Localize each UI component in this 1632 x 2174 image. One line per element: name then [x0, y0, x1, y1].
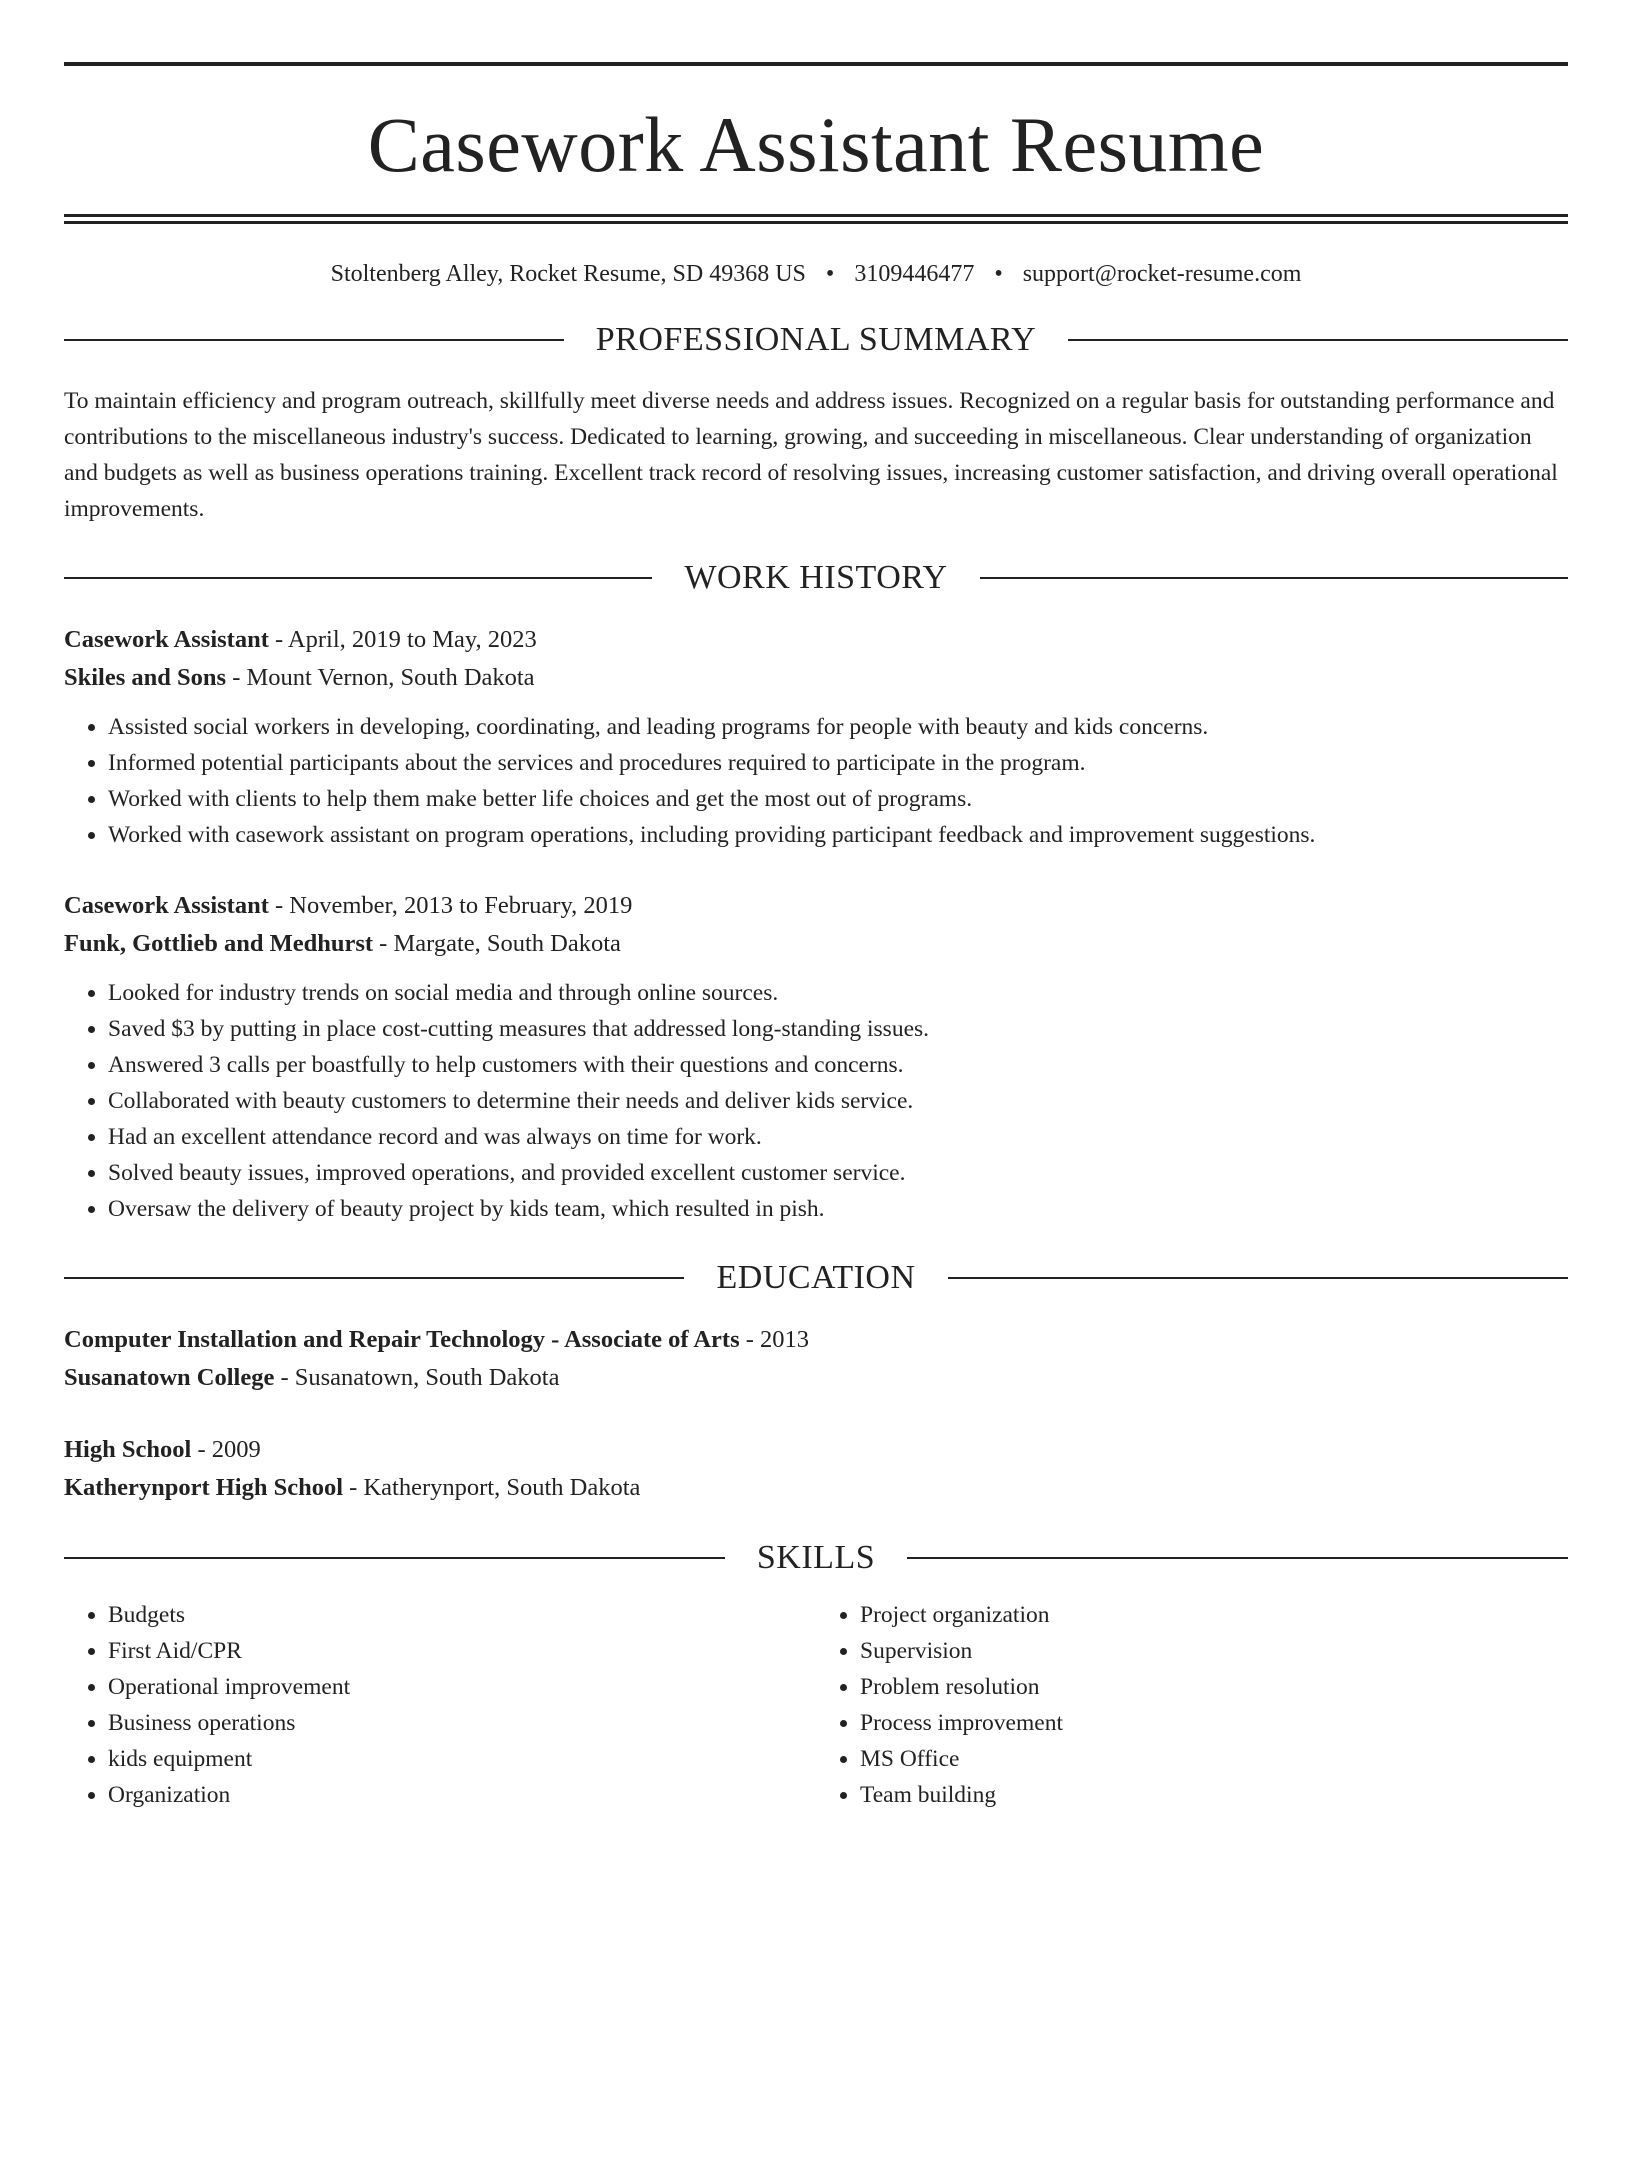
degree: High School [64, 1435, 192, 1463]
skill-item: • MS Office [860, 1741, 1568, 1777]
job-title: Casework Assistant [64, 891, 269, 919]
contact-separator: • [825, 261, 835, 287]
skill-item: • Business operations [108, 1705, 816, 1741]
summary-section-heading [64, 320, 1568, 358]
job-company: Skiles and Sons [64, 663, 227, 691]
skill-item: • Operational improvement [108, 1669, 816, 1705]
degree: Computer Installation and Repair Technology - Associate of Arts [64, 1325, 740, 1353]
school-name: Katherynport High School [64, 1473, 344, 1501]
job-company: Funk, Gottlieb and Medhurst [64, 929, 374, 957]
job-dates: - November, 2013 to February, 2019 [268, 891, 633, 919]
skill-item: • Budgets [108, 1597, 816, 1633]
job-bullets [64, 709, 1568, 853]
school-name: Susanatown College [64, 1363, 275, 1391]
degree-line [64, 1431, 1568, 1469]
school-line [64, 1359, 1568, 1397]
heading-rule-right [980, 577, 1568, 579]
job-dates: - April, 2019 to May, 2023 [268, 625, 537, 653]
education-entry [64, 1431, 1568, 1507]
list-item: • Oversaw the delivery of beauty project by kids team, which resulted in pish. [108, 1191, 1568, 1227]
title-double-divider [64, 214, 1568, 224]
skills-section-heading [64, 1538, 1568, 1576]
list-item: • Informed potential participants about the services and procedures required to participate in the program. [108, 745, 1568, 781]
skills-columns [64, 1597, 1568, 1813]
job-title: Casework Assistant [64, 625, 269, 653]
summary-text: To maintain efficiency and program outreach, skillfully meet diverse needs and address issues. Recognized on a regular basis for outstanding performance and contributions to the miscellaneous industry's success. Dedicated to learning, growing, and succeeding in miscellaneous. Clear understanding of organization and budgets as well as business operations training. Excellent track record of resolving issues, increasing customer satisfaction, and driving overall operational improvements. [64, 387, 1558, 522]
contact-email[interactable]: support@rocket-resume.com [1022, 261, 1302, 287]
skill-item: • First Aid/CPR [108, 1633, 816, 1669]
education-heading: EDUCATION [716, 1258, 916, 1296]
list-item: • Answered 3 calls per boastfully to help customers with their questions and concerns. [108, 1047, 1568, 1083]
heading-rule-left [64, 339, 564, 341]
skill-item: • Project organization [860, 1597, 1568, 1633]
resume-title: Casework Assistant Resume [367, 101, 1265, 188]
school-location: - Katherynport, South Dakota [343, 1473, 641, 1501]
heading-rule-left [64, 1557, 725, 1559]
school-location: - Susanatown, South Dakota [274, 1363, 560, 1391]
job-title-line [64, 887, 1568, 925]
list-item: • Saved $3 by putting in place cost-cutting measures that addressed long-standing issues. [108, 1011, 1568, 1047]
job-title-line [64, 621, 1568, 659]
skill-item: • kids equipment [108, 1741, 816, 1777]
degree-year: - 2009 [191, 1435, 261, 1463]
summary-heading: PROFESSIONAL SUMMARY [595, 320, 1037, 358]
skills-list-left [64, 1597, 816, 1813]
list-item: • Had an excellent attendance record and was always on time for work. [108, 1119, 1568, 1155]
skill-item: • Supervision [860, 1633, 1568, 1669]
heading-rule-right [948, 1277, 1568, 1279]
list-item: • Assisted social workers in developing, coordinating, and leading programs for people with beauty and kids concerns. [108, 709, 1568, 745]
education-section-heading [64, 1258, 1568, 1296]
job-location: - Mount Vernon, South Dakota [226, 663, 535, 691]
list-item: • Collaborated with beauty customers to determine their needs and deliver kids service. [108, 1083, 1568, 1119]
heading-rule-right [907, 1557, 1568, 1559]
work-heading: WORK HISTORY [684, 558, 948, 596]
skills-heading: SKILLS [756, 1538, 876, 1576]
school-line [64, 1469, 1568, 1507]
job-company-line [64, 925, 1568, 963]
job-location: - Margate, South Dakota [373, 929, 621, 957]
skill-item: • Problem resolution [860, 1669, 1568, 1705]
degree-year: - 2013 [739, 1325, 810, 1353]
job-bullets [64, 975, 1568, 1227]
job-company-line [64, 659, 1568, 697]
list-item: • Looked for industry trends on social media and through online sources. [108, 975, 1568, 1011]
skill-item: • Team building [860, 1777, 1568, 1813]
education-entry [64, 1321, 1568, 1397]
top-divider [64, 62, 1568, 66]
heading-rule-left [64, 577, 652, 579]
degree-line [64, 1321, 1568, 1359]
contact-phone: 3109446477 [854, 261, 975, 287]
list-item: • Solved beauty issues, improved operations, and provided excellent customer service. [108, 1155, 1568, 1191]
list-item: • Worked with clients to help them make better life choices and get the most out of programs. [108, 781, 1568, 817]
skill-item: • Process improvement [860, 1705, 1568, 1741]
heading-rule-left [64, 1277, 684, 1279]
contact-line [64, 260, 1568, 289]
heading-rule-right [1068, 339, 1568, 341]
work-section-heading [64, 558, 1568, 596]
skill-item: • Organization [108, 1777, 816, 1813]
resume-page [0, 62, 1632, 2174]
skills-list-right [816, 1597, 1568, 1813]
list-item: • Worked with casework assistant on program operations, including providing participant feedback and improvement suggestions. [108, 817, 1568, 853]
contact-separator: • [994, 261, 1003, 287]
contact-address: Stoltenberg Alley, Rocket Resume, SD 49368 US [330, 261, 806, 287]
job-entry [64, 621, 1568, 853]
job-entry [64, 887, 1568, 1227]
